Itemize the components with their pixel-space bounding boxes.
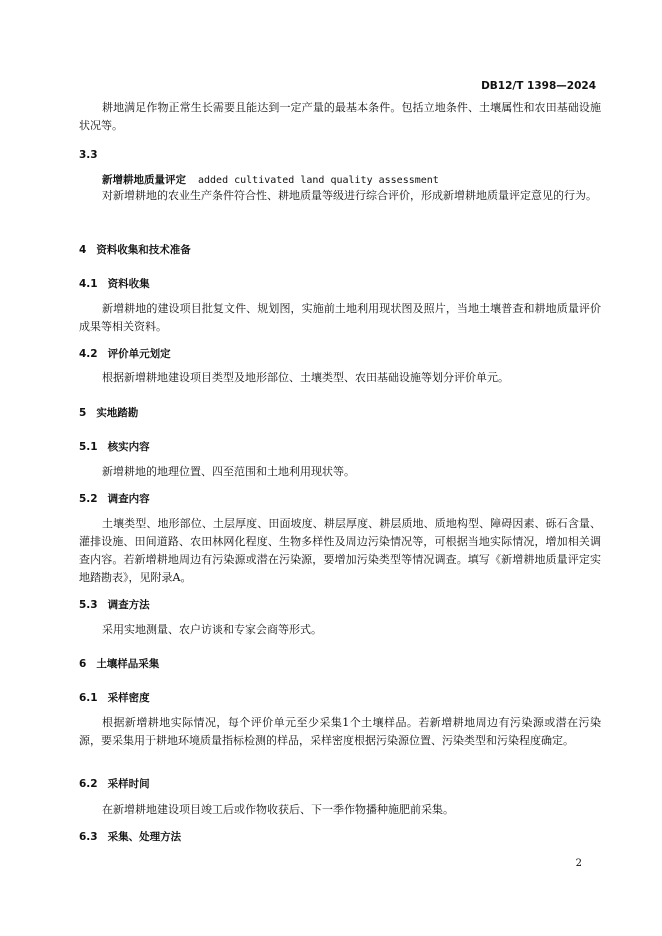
section-title: 实地踏勘 (96, 407, 139, 419)
subsection-heading (79, 776, 150, 791)
section-title: 调查内容 (107, 493, 150, 505)
paragraph: 采用实地测量、农户访谈和专家会商等形式。 (102, 623, 322, 636)
section-title: 资料收集和技术准备 (96, 244, 191, 256)
section-heading (79, 405, 138, 420)
section-number: 5.3 (79, 599, 98, 611)
section-title: 土壤样品采集 (96, 658, 160, 670)
section-number: 6.3 (79, 831, 98, 843)
paragraph: 耕地满足作物正常生长需要且能达到一定产量的最基本条件。包括立地条件、土壤属性和农田基础设施状况等。 (79, 101, 601, 132)
section-title: 采样密度 (107, 692, 150, 704)
section-number: 6.2 (79, 778, 98, 790)
paragraph: 土壤类型、地形部位、土层厚度、田面坡度、耕层厚度、耕层质地、质地构型、障碍因素、砾石含量、灌排设施、田间道路、农田林网化程度、生物多样性及周边污染情况等，可根据当地实际情况，增加相关调查内容。若新增耕地周边有污染源或潜在污染源，要增加污染类型等情况调查。填写《新增耕地质量评定实地踏勘表》，见附录A。 (79, 517, 601, 584)
page-number: 2 (575, 858, 582, 869)
section-number: 5.2 (79, 493, 98, 505)
section-number: 5.1 (79, 441, 98, 453)
subsection-heading (79, 690, 150, 705)
section-title: 调查方法 (107, 599, 150, 611)
section-title: 资料收集 (107, 278, 150, 290)
section-title: 评价单元划定 (107, 348, 171, 360)
subsection-heading (79, 597, 150, 612)
paragraph: 在新增耕地建设项目竣工后或作物收获后、下一季作物播种施肥前采集。 (102, 803, 454, 816)
term-title-cn: 新增耕地质量评定 (102, 174, 186, 186)
paragraph: 新增耕地的地理位置、四至范围和土地利用现状等。 (102, 465, 355, 478)
subsection-heading (79, 829, 181, 844)
subsection-heading (79, 439, 150, 454)
section-heading (79, 242, 191, 257)
paragraph: 对新增耕地的农业生产条件符合性、耕地质量等级进行综合评价，形成新增耕地质量评定意见的行为。 (102, 189, 597, 202)
section-number: 6 (79, 658, 87, 670)
section-title: 核实内容 (107, 441, 150, 453)
section-title: 采样时间 (107, 778, 150, 790)
term-number: 3.3 (79, 149, 98, 161)
document-code: DB12/T 1398—2024 (481, 80, 596, 92)
section-number: 6.1 (79, 692, 98, 704)
paragraph: 根据新增耕地建设项目类型及地形部位、土壤类型、农田基础设施等划分评价单元。 (102, 371, 509, 384)
subsection-heading (79, 346, 171, 361)
section-heading (79, 656, 159, 671)
term-title-en: added cultivated land quality assessment (198, 175, 439, 186)
section-number: 4.2 (79, 348, 98, 360)
paragraph: 新增耕地的建设项目批复文件、规划图，实施前土地利用现状图及照片，当地土壤普查和耕地质量评价成果等相关资料。 (79, 302, 601, 333)
section-title: 采集、处理方法 (107, 831, 182, 843)
subsection-heading (79, 276, 150, 291)
subsection-heading (79, 491, 150, 506)
section-number: 4 (79, 244, 87, 256)
section-number: 4.1 (79, 278, 98, 290)
section-number: 5 (79, 407, 87, 419)
paragraph: 根据新增耕地实际情况，每个评价单元至少采集1个土壤样品。若新增耕地周边有污染源或潜在污染源，要采集用于耕地环境质量指标检测的样品，采样密度根据污染源位置、污染类型和污染程度确定。 (79, 716, 601, 747)
term-title (102, 172, 439, 187)
